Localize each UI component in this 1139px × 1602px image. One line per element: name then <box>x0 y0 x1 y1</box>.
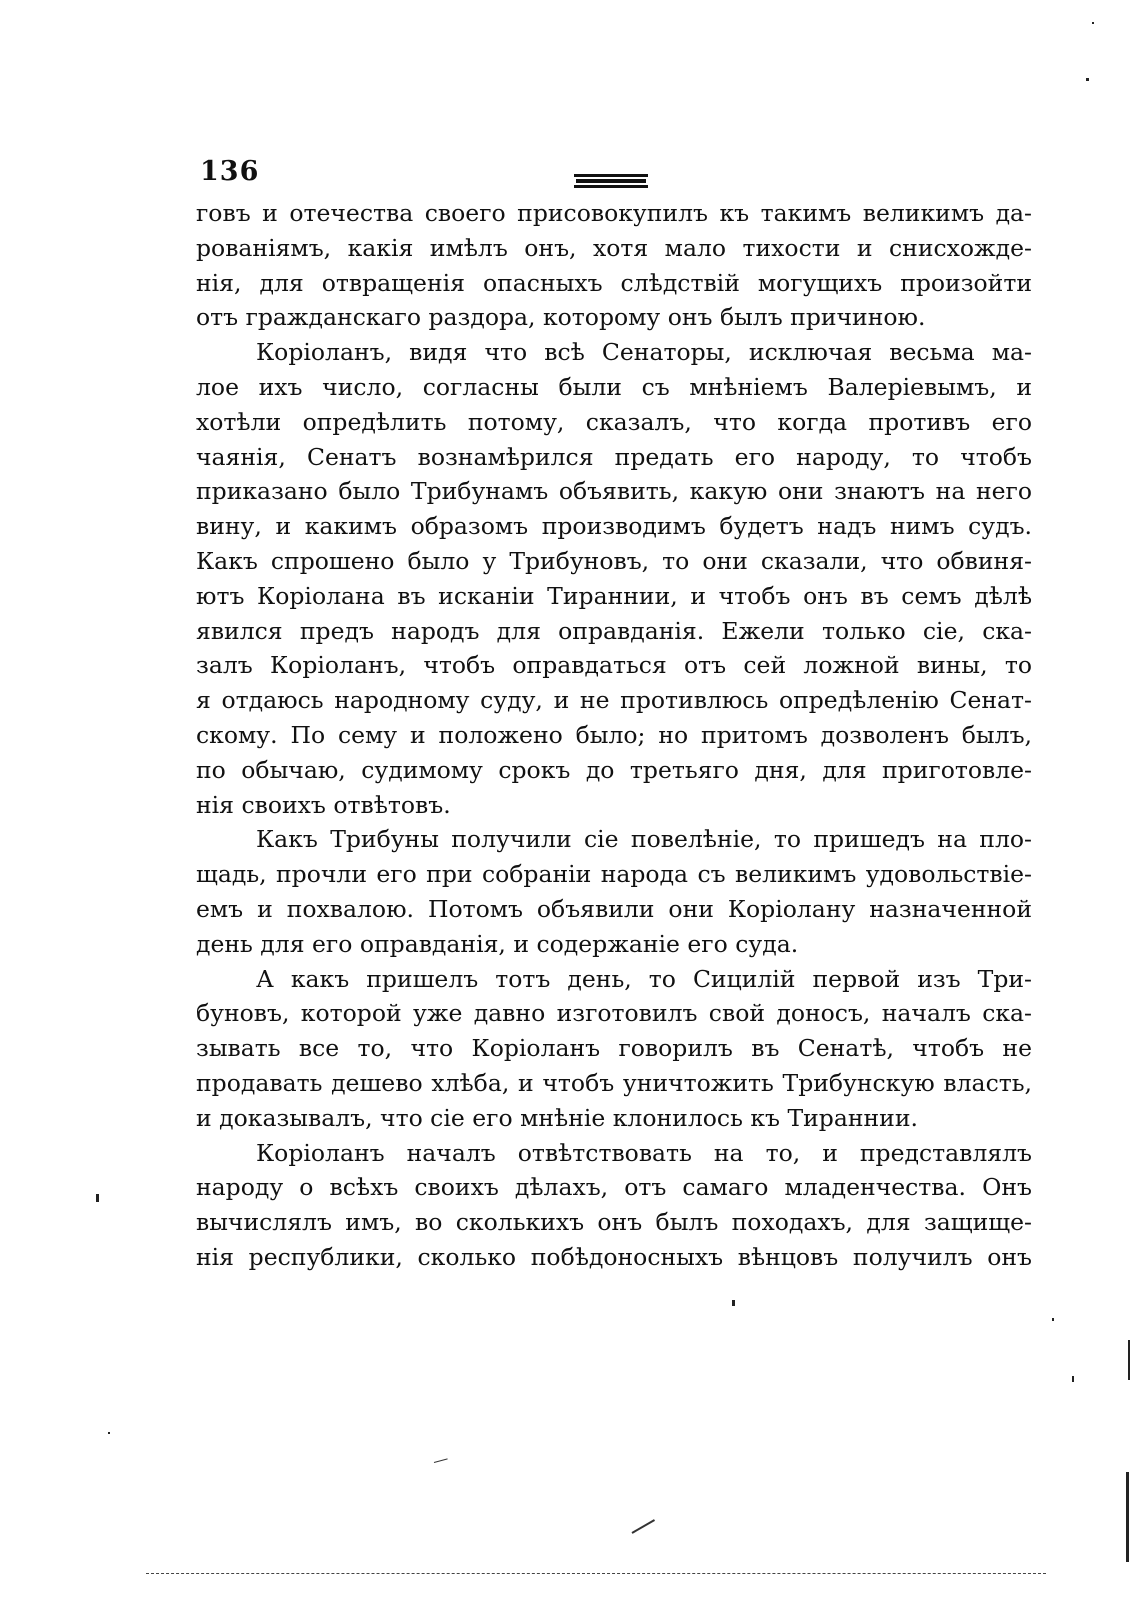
ornament-rule-middle <box>576 179 646 183</box>
text-line: говъ и отечества своего присовокупилъ къ такимъ великимъ да- <box>196 199 1032 227</box>
text-line: я отдаюсь народному суду, и не противлюсь опредѣленію Сенат- <box>196 686 1032 715</box>
text-line: вычислялъ имъ, во сколькихъ онъ былъ походахъ, для защище- <box>196 1208 1032 1237</box>
scan-right-edge-mark <box>1128 1340 1130 1380</box>
scan-speck <box>1052 1318 1054 1321</box>
header-ornament <box>574 174 648 188</box>
text-line: емъ и похвалою. Потомъ объявили они Коріолану назначенной <box>196 894 1032 923</box>
ornament-rule-bottom <box>574 185 648 188</box>
text-line: народу о всѣхъ своихъ дѣлахъ, отъ самаго младенчества. Онъ <box>196 1173 1032 1202</box>
text-line: приказано было Трибунамъ объявить, какую они знаютъ на него <box>196 477 1032 506</box>
scan-speck <box>1072 1376 1074 1382</box>
text-line: и доказывалъ, что сіе его мнѣніе клонилось къ Тираннии. <box>196 1103 918 1132</box>
text-line: Коріоланъ началъ отвѣтствовать на то, и представлялъ <box>256 1138 1032 1167</box>
text-line: рованіямъ, какія имѣлъ онъ, хотя мало тихости и снисхожде- <box>196 233 1032 262</box>
text-line: продавать дешево хлѣба, и чтобъ уничтожить Трибунскую власть, <box>196 1068 1032 1097</box>
text-line: по обычаю, судимому срокъ до третьяго дня, для приготовле- <box>196 755 1032 784</box>
scan-speck <box>732 1300 735 1306</box>
body-text <box>196 196 1032 1275</box>
text-line: нія своихъ отвѣтовъ. <box>196 790 451 819</box>
text-line: явился предъ народъ для оправданія. Ежели только сіе, ска- <box>196 616 1032 645</box>
text-line: чаянія, Сенатъ вознамѣрился предать его народу, то чтобъ <box>196 442 1032 471</box>
scan-stroke <box>632 1519 656 1534</box>
text-line: ютъ Коріолана въ исканіи Тираннии, и чтобъ онъ въ семъ дѣлѣ <box>196 581 1032 610</box>
scan-bottom-edge <box>146 1573 1046 1575</box>
text-line: нія, для отвращенія опасныхъ слѣдствій могущихъ произойти <box>196 268 1032 297</box>
text-line: Коріоланъ, видя что всѣ Сенаторы, исключая весьма ма- <box>256 338 1032 367</box>
scan-stroke <box>434 1458 448 1463</box>
text-line: зывать все то, что Коріоланъ говорилъ въ Сенатѣ, чтобъ не <box>196 1034 1032 1063</box>
text-line: отъ гражданскаго раздора, которому онъ былъ причиною. <box>196 303 926 332</box>
text-line: скому. По сему и положено было; но притомъ дозволенъ былъ, <box>196 720 1032 749</box>
text-line: нія республики, сколько побѣдоносныхъ вѣнцовъ получилъ онъ <box>196 1242 1032 1271</box>
scan-speck <box>108 1432 110 1434</box>
text-line: вину, и какимъ образомъ производимъ будетъ надъ нимъ судъ. <box>196 512 1032 541</box>
scan-right-edge-mark <box>1126 1472 1129 1562</box>
scan-speck <box>96 1194 99 1202</box>
text-line: залъ Коріоланъ, чтобъ оправдаться отъ сей ложной вины, то <box>196 651 1032 680</box>
scan-speck <box>1092 22 1094 24</box>
page-number: 136 <box>200 156 260 187</box>
text-line: день для его оправданія, и содержаніе его суда. <box>196 929 799 958</box>
text-line: хотѣли опредѣлить потому, сказалъ, что когда противъ его <box>196 407 1032 436</box>
text-line: буновъ, которой уже давно изготовилъ свой доносъ, началъ ска- <box>196 999 1032 1028</box>
ornament-rule-top <box>574 174 648 177</box>
text-line: лое ихъ число, согласны были съ мнѣніемъ Валеріевымъ, и <box>196 372 1032 401</box>
text-line: щадь, прочли его при собраніи народа съ великимъ удовольствіе- <box>196 860 1032 889</box>
text-line: Какъ спрошено было у Трибуновъ, то они сказали, что обвиня- <box>196 546 1032 575</box>
text-line: А какъ пришелъ тотъ день, то Сицилій первой изъ Три- <box>256 964 1032 993</box>
text-line: Какъ Трибуны получили сіе повелѣніе, то пришедъ на пло- <box>256 825 1032 854</box>
scan-speck <box>1086 78 1089 81</box>
